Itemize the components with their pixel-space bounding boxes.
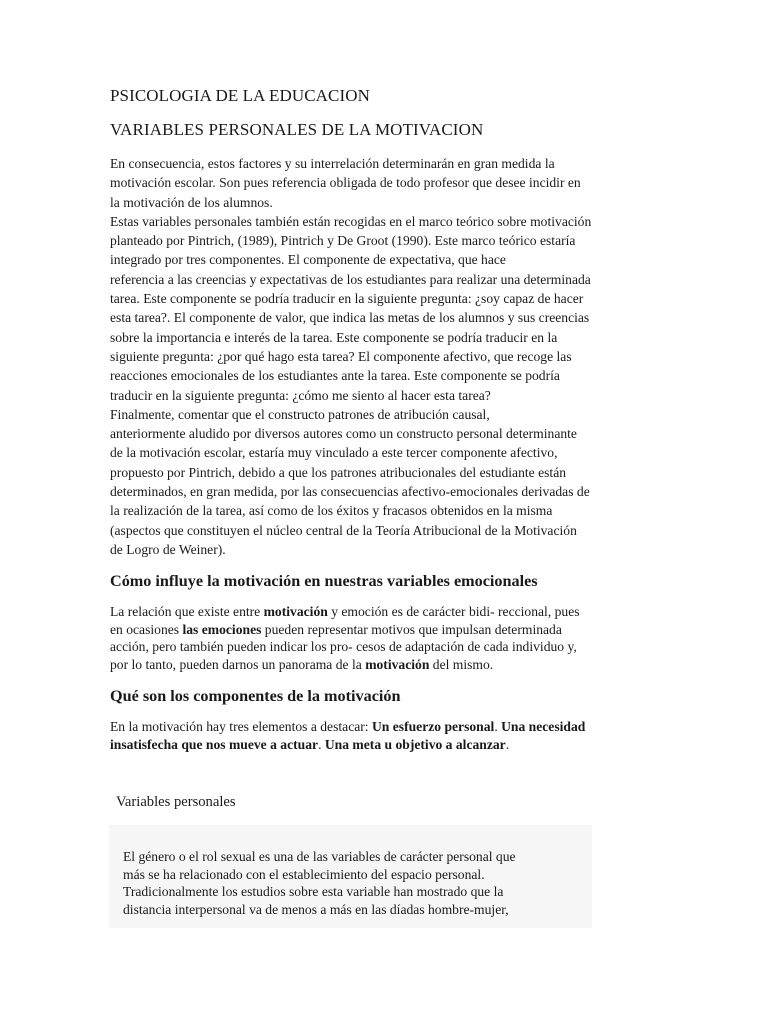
section-heading-emotions: Cómo influye la motivación en nuestras variables emocionales (110, 572, 538, 590)
intro-line: En consecuencia, estos factores y su interrelación determinarán en gran medida la (110, 156, 555, 171)
text-run: del mismo. (429, 656, 494, 672)
intro-line: determinados, en gran medida, por las consecuencias afectivo-emocionales derivadas de (110, 484, 590, 500)
intro-line: reacciones emocionales de los estudiantes ante la tarea. Este componente se podría (110, 368, 560, 384)
text-run: . (505, 736, 510, 752)
bold-term: insatisfecha que nos mueve a actuar (110, 736, 319, 752)
quote-line: Tradicionalmente los estudios sobre esta variable han mostrado que la (123, 884, 504, 899)
intro-line: Estas variables personales también están recogidas en el marco teórico sobre motivación (110, 213, 592, 229)
text-run: . (318, 736, 325, 752)
bold-term: Una necesidad (501, 719, 586, 734)
intro-line: integrado por tres componentes. El componente de expectativa, que hace (110, 252, 506, 268)
section-heading-components: Qué son los componentes de la motivación (110, 687, 401, 705)
quote-line: distancia interpersonal va de menos a más en las díadas hombre-mujer, (123, 901, 509, 917)
quote-box (109, 825, 592, 928)
intro-line: sobre la importancia e interés de la tarea. Este componente se podría traducir en la (110, 329, 558, 345)
text-run: en ocasiones (110, 621, 183, 637)
document-subtitle: VARIABLES PERSONALES DE LA MOTIVACION (110, 120, 484, 139)
intro-line: tarea. Este componente se podría traducir en la siguiente pregunta: ¿soy capaz de hacer (110, 291, 584, 307)
intro-line: planteado por Pintrich, (1989), Pintrich y De Groot (1990). Este marco teórico estaría (110, 233, 576, 249)
intro-line: (aspectos que constituyen el núcleo central de la Teoría Atribucional de la Motivación (110, 522, 577, 538)
quote-line: El género o el rol sexual es una de las variables de carácter personal que (123, 849, 516, 864)
quote-text (123, 848, 583, 918)
section-emotions-paragraph (110, 603, 670, 673)
text-run: por lo tanto, pueden darnos un panorama de la (110, 656, 366, 672)
bold-term: las emociones (182, 621, 262, 637)
intro-line: propuesto por Pintrich, debido a que los patrones atribucionales del estudiante están (110, 464, 567, 480)
intro-line: Finalmente, comentar que el constructo patrones de atribución causal, (110, 406, 490, 422)
paragraph-line (110, 621, 670, 639)
intro-line: siguiente pregunta: ¿por qué hago esta tarea? El componente afectivo, que recoge las (110, 348, 572, 364)
quote-line: más se ha relacionado con el establecimiento del espacio personal. (123, 866, 485, 882)
intro-line: referencia a las creencias y expectativas de los estudiantes para realizar una determinada (110, 271, 591, 287)
intro-line: de la motivación escolar, estaría muy vinculado a este tercer componente afectivo, (110, 445, 558, 461)
intro-line: esta tarea?. El componente de valor, que indica las metas de los alumnos y sus creencias (110, 310, 590, 326)
paragraph-line (110, 718, 670, 736)
bold-term: Un esfuerzo personal (371, 719, 495, 734)
document-title: PSICOLOGIA DE LA EDUCACION (110, 86, 370, 105)
intro-line: traducir en la siguiente pregunta: ¿cómo me siento al hacer esta tarea? (110, 387, 491, 403)
paragraph-line (110, 656, 670, 674)
paragraph-line (110, 736, 670, 754)
intro-line: la motivación de los alumnos. (110, 194, 273, 210)
bold-term: Una meta u objetivo a alcanzar (324, 736, 506, 752)
bold-term: motivación (365, 656, 430, 672)
text-run: La relación que existe entre (110, 604, 264, 619)
intro-paragraph (110, 154, 670, 559)
section-components-paragraph (110, 718, 670, 753)
text-run: En la motivación hay tres elementos a destacar: (110, 719, 372, 734)
intro-line: de Logro de Weiner). (110, 541, 226, 557)
intro-line: la realización de la tarea, así como de los éxitos y fracasos obtenidos en la misma (110, 503, 553, 519)
section-heading-personal-variables: Variables personales (116, 794, 236, 810)
bold-term: motivación (263, 604, 328, 619)
paragraph-line: acción, pero también pueden indicar los pro- cesos de adaptación de cada individuo y, (110, 639, 577, 655)
paragraph-line (110, 603, 670, 621)
text-run: y emoción es de carácter bidi- reccional, pues (327, 604, 580, 619)
text-run: . (494, 719, 502, 734)
intro-line: anteriormente aludido por diversos autores como un constructo personal determinante (110, 426, 577, 442)
text-run: pueden representar motivos que impulsan determinada (261, 621, 562, 637)
intro-line: motivación escolar. Son pues referencia obligada de todo profesor que desee incidir en (110, 175, 581, 191)
